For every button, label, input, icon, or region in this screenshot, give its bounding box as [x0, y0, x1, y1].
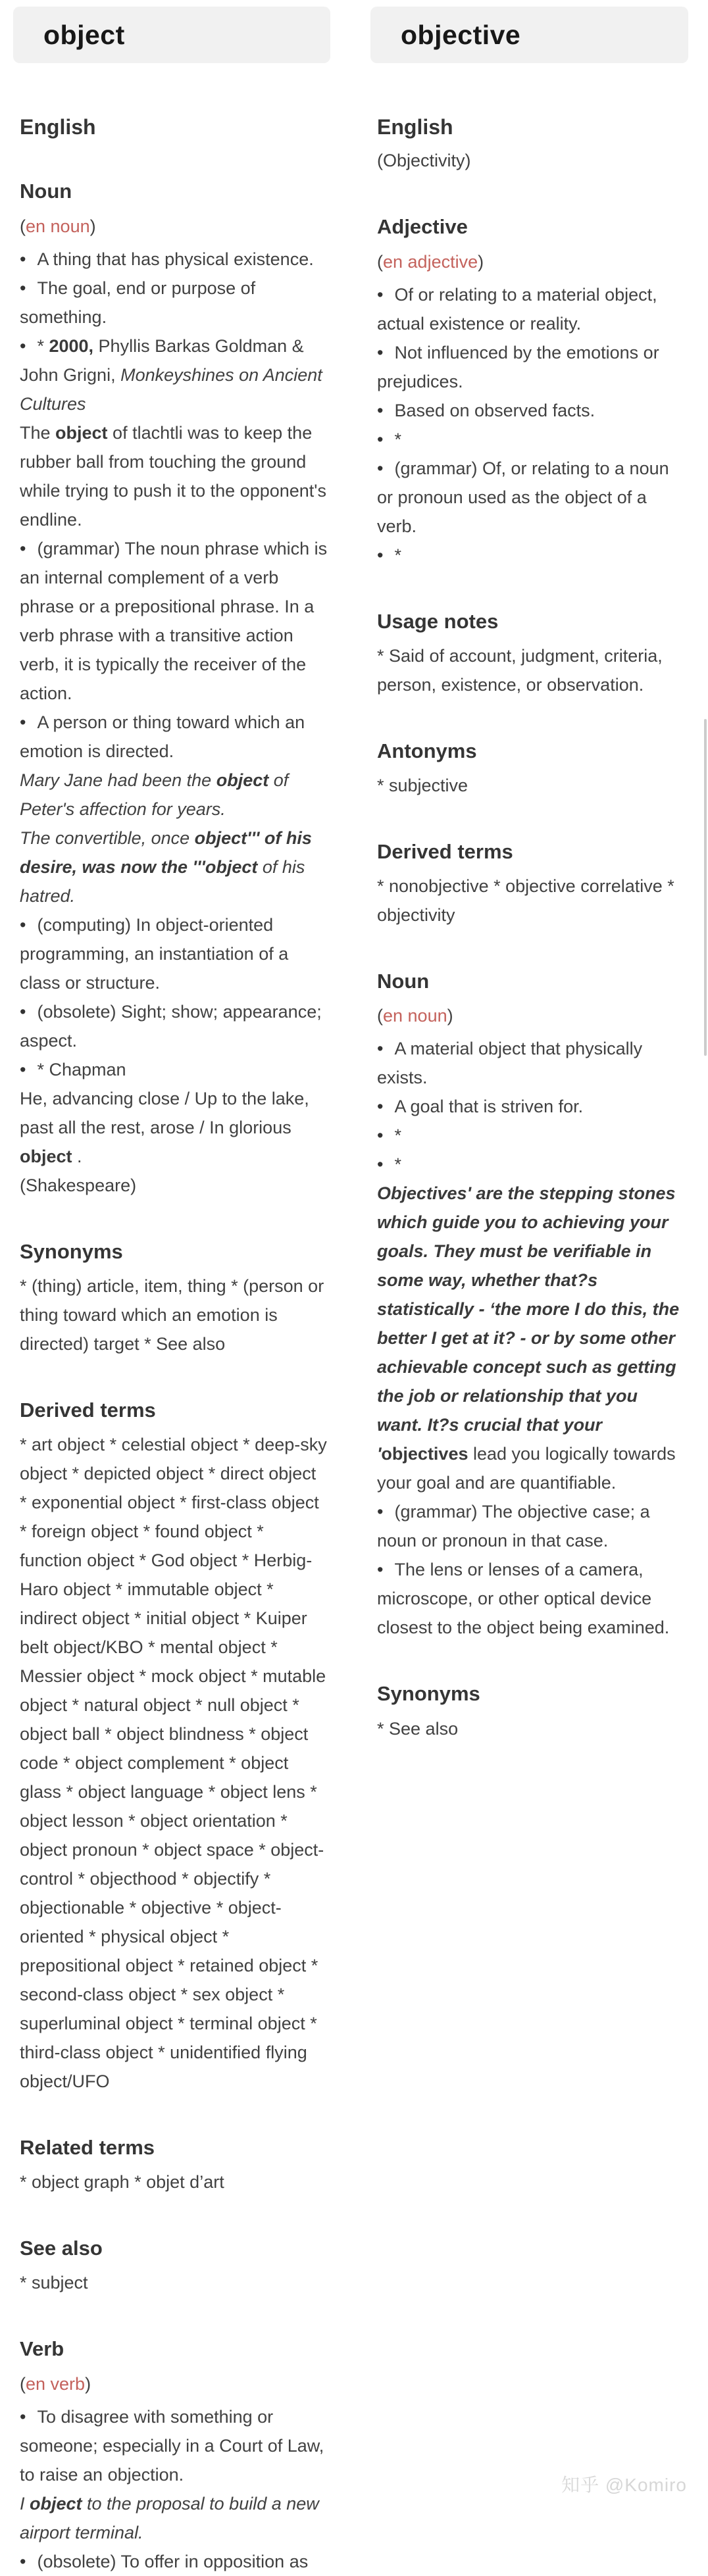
- word-title: objective: [401, 19, 521, 50]
- text-run: A material object that physically exists.: [377, 1039, 643, 1088]
- bullet-icon: •: [377, 284, 384, 305]
- paragraph: [20, 766, 328, 824]
- paragraph: [20, 1272, 328, 1358]
- paragraph: [20, 2167, 328, 2196]
- section-heading: Synonyms: [377, 1682, 480, 1706]
- definition-item: [20, 245, 328, 274]
- text-run: Not influenced by the emotions or prejudices.: [377, 342, 659, 391]
- bullet-icon: •: [20, 914, 26, 935]
- definition-item: [377, 1555, 686, 1642]
- text-run: Based on observed facts.: [394, 400, 595, 420]
- word-box: [13, 7, 330, 63]
- text-run: Of or relating to a material object, actual existence or reality.: [377, 284, 657, 334]
- section-heading: Derived terms: [377, 839, 513, 863]
- text-run: to the proposal to build a new airport terminal.: [20, 2493, 319, 2542]
- text-run: * nonobjective * objective correlative * objectivity: [377, 876, 674, 926]
- section-heading: Usage notes: [377, 609, 499, 633]
- definition-item: [377, 338, 686, 396]
- paragraph: [377, 641, 686, 699]
- text-run: * Chapman: [37, 1059, 126, 1079]
- bullet-icon: •: [377, 1126, 384, 1146]
- text-run: *: [394, 1126, 401, 1146]
- definition-item: [377, 541, 686, 570]
- text-run: A person or thing toward which an emotion is directed.: [20, 712, 305, 761]
- text-run: Objectives': [377, 1183, 471, 1204]
- object-column: [13, 7, 330, 2576]
- text-run: object: [55, 422, 108, 443]
- text-run: (obsolete) Sight; show; appearance; aspect.: [20, 1001, 322, 1051]
- paragraph: [20, 418, 328, 534]
- section-heading: Related terms: [20, 2135, 155, 2159]
- text-run: ): [447, 1006, 453, 1026]
- bullet-icon: •: [377, 545, 384, 565]
- definition-item: [377, 425, 686, 454]
- inflection-template-link[interactable]: en noun: [26, 216, 90, 236]
- text-run: (Shakespeare): [20, 1175, 137, 1195]
- text-run: .: [72, 1146, 82, 1166]
- definition-item: [377, 454, 686, 541]
- text-run: (grammar) The noun phrase which is an internal complement of a verb phrase or a prepositional phrase. In a verb phrase with a transitive action verb, it is typically the receiver of the action.: [20, 538, 328, 703]
- bullet-icon: •: [20, 1001, 26, 1022]
- bullet-icon: •: [377, 1097, 384, 1117]
- definition-item: [20, 332, 328, 418]
- paragraph: [377, 146, 686, 175]
- bullet-icon: •: [377, 400, 384, 420]
- text-run: *: [394, 1154, 401, 1175]
- section-heading: Adjective: [377, 215, 468, 239]
- text-run: I: [20, 2493, 30, 2514]
- text-run: * subject: [20, 2273, 88, 2293]
- language-heading: English: [20, 115, 96, 139]
- paragraph: [20, 2489, 328, 2547]
- text-run: A thing that has physical existence.: [37, 249, 314, 269]
- text-run: A goal that is striven for.: [394, 1097, 584, 1117]
- text-run: are the stepping stones which guide you to achieving your goals. They must be verifiable in some way, whether that?s statistically - ‘the more I do this, the better I get at it? - or by some other achievable concept such as getting the job or relationship that you want. It?s crucial that your ': [377, 1183, 680, 1464]
- watermark: 知乎 @Komiro: [561, 2475, 687, 2495]
- section-heading: Noun: [20, 180, 72, 203]
- paragraph: [377, 1179, 686, 1497]
- section-heading: Synonyms: [20, 1239, 123, 1263]
- definition-item: [20, 997, 328, 1055]
- text-run: ): [89, 216, 96, 236]
- bullet-icon: •: [20, 249, 26, 269]
- objective-column: [370, 7, 688, 1743]
- text-run: The goal, end or purpose of something.: [20, 278, 256, 327]
- definition-item: [20, 534, 328, 708]
- bullet-icon: •: [20, 538, 26, 558]
- text-run: of Peter's affection for years.: [20, 770, 289, 819]
- text-run: (: [20, 216, 26, 236]
- inflection-line: [377, 247, 686, 276]
- paragraph: [20, 1084, 328, 1171]
- text-run: Mary Jane had been the: [20, 770, 216, 790]
- definition-item: [20, 708, 328, 766]
- paragraph: [20, 824, 328, 910]
- inflection-line: [20, 2369, 328, 2398]
- paragraph: [377, 872, 686, 929]
- bullet-icon: •: [20, 278, 26, 298]
- bullet-icon: •: [377, 1560, 384, 1580]
- scrollbar-thumb[interactable]: [704, 719, 707, 1056]
- paragraph: [20, 1171, 328, 1200]
- column-content: [370, 114, 688, 1743]
- text-run: ): [85, 2373, 91, 2394]
- text-run: Phyllis Barkas Goldman & John Grigni,: [20, 335, 304, 385]
- inflection-line: [20, 212, 328, 241]
- bullet-icon: •: [20, 2551, 26, 2571]
- bullet-icon: •: [377, 1154, 384, 1175]
- bullet-icon: •: [377, 342, 384, 362]
- section-heading: Antonyms: [377, 739, 477, 762]
- definition-item: [377, 1121, 686, 1150]
- paragraph: [377, 771, 686, 800]
- definition-item: [20, 2402, 328, 2489]
- section-heading: See also: [20, 2237, 103, 2260]
- text-run: * subjective: [377, 775, 468, 795]
- text-run: * object graph * objet d’art: [20, 2172, 224, 2192]
- text-run: (: [20, 2373, 26, 2394]
- definition-item: [377, 1150, 686, 1179]
- text-run: (Objectivity): [377, 151, 471, 171]
- text-run: (: [377, 251, 383, 272]
- bullet-icon: •: [377, 429, 384, 449]
- text-run: object: [216, 770, 269, 790]
- text-run: 2000,: [49, 335, 94, 356]
- definition-item: [377, 396, 686, 425]
- word-box: [370, 7, 688, 63]
- text-run: *: [37, 335, 49, 356]
- text-run: The lens or lenses of a camera, microscope, or other optical device closest to the object being examined.: [377, 1560, 670, 1638]
- inflection-template-link[interactable]: en noun: [383, 1006, 447, 1026]
- text-run: * Said of account, judgment, criteria, person, existence, or observation.: [377, 645, 663, 695]
- text-run: * (thing) article, item, thing * (person or thing toward which an emotion is directed) target * See also: [20, 1276, 324, 1354]
- text-run: object: [30, 2493, 82, 2514]
- text-run: The: [20, 422, 56, 443]
- text-run: * See also: [377, 1718, 459, 1739]
- paragraph: [20, 1430, 328, 2096]
- inflection-template-link[interactable]: en verb: [26, 2373, 86, 2394]
- paragraph: [20, 2268, 328, 2297]
- definition-item: [377, 280, 686, 338]
- definition-item: [20, 274, 328, 332]
- inflection-line: [377, 1001, 686, 1030]
- word-title: object: [43, 19, 125, 50]
- inflection-template-link[interactable]: en adjective: [383, 251, 478, 272]
- text-run: of his hatred.: [20, 856, 305, 906]
- language-heading: English: [377, 115, 453, 139]
- definition-item: [20, 1055, 328, 1084]
- text-run: (grammar) The objective case; a noun or pronoun in that case.: [377, 1502, 650, 1551]
- text-run: ): [478, 251, 484, 272]
- definition-item: [377, 1034, 686, 1092]
- text-run: To disagree with something or someone; especially in a Court of Law, to raise an objection.: [20, 2406, 324, 2485]
- text-run: * art object * celestial object * deep-sky object * depicted object * direct object * exponential object * first-class object * foreign object * found object * function object * God object * Herbig-Haro object * immutable object * indirect object * initial object * Kuiper belt object/KBO * mental object * Messier object * mock object * mutable object * natural object * null object * object ball * object blindness * object code * object complement * object glass * object language * object lens * object lesson * object orientation * object pronoun * object space * object-control * objecthood * objectify * objectionable * objective * object-oriented * physical object * prepositional object * retained object * second-class object * sex object * superluminal object * terminal object * third-class object * unidentified flying object/UFO: [20, 1434, 327, 2091]
- text-run: He, advancing close / Up to the lake, past all the rest, arose / In glorious: [20, 1088, 309, 1137]
- definition-item: [20, 2547, 328, 2576]
- bullet-icon: •: [377, 1039, 384, 1059]
- text-run: *: [394, 545, 401, 565]
- section-heading: Derived terms: [20, 1398, 156, 1422]
- section-heading: Verb: [20, 2337, 64, 2361]
- bullet-icon: •: [20, 335, 26, 356]
- text-run: *: [394, 429, 401, 449]
- bullet-icon: •: [377, 458, 384, 478]
- text-run: (: [377, 1006, 383, 1026]
- definition-item: [20, 910, 328, 997]
- text-run: (obsolete) To offer in opposition as: [37, 2551, 309, 2571]
- text-run: objectives: [381, 1444, 468, 1464]
- paragraph: [377, 1714, 686, 1743]
- text-run: object: [20, 1146, 72, 1166]
- bullet-icon: •: [377, 1502, 384, 1522]
- text-run: (computing) In object-oriented programming, an instantiation of a class or structure.: [20, 914, 289, 993]
- text-run: The convertible, once: [20, 828, 195, 848]
- definition-item: [377, 1497, 686, 1555]
- bullet-icon: •: [20, 2406, 26, 2427]
- definition-item: [377, 1092, 686, 1121]
- text-run: object''' of his desire, was now the '''object: [20, 828, 312, 877]
- text-run: lead you logically towards your goal and are quantifiable.: [377, 1444, 676, 1493]
- text-run: (grammar) Of, or relating to a noun or pronoun used as the object of a verb.: [377, 458, 669, 536]
- text-run: of tlachtli was to keep the rubber ball from touching the ground while trying to push it to the opponent's endline.: [20, 422, 326, 530]
- column-content: [13, 114, 330, 2576]
- section-heading: Noun: [377, 970, 430, 993]
- bullet-icon: •: [20, 1059, 26, 1079]
- bullet-icon: •: [20, 712, 26, 732]
- text-run: Monkeyshines on Ancient Cultures: [20, 364, 322, 414]
